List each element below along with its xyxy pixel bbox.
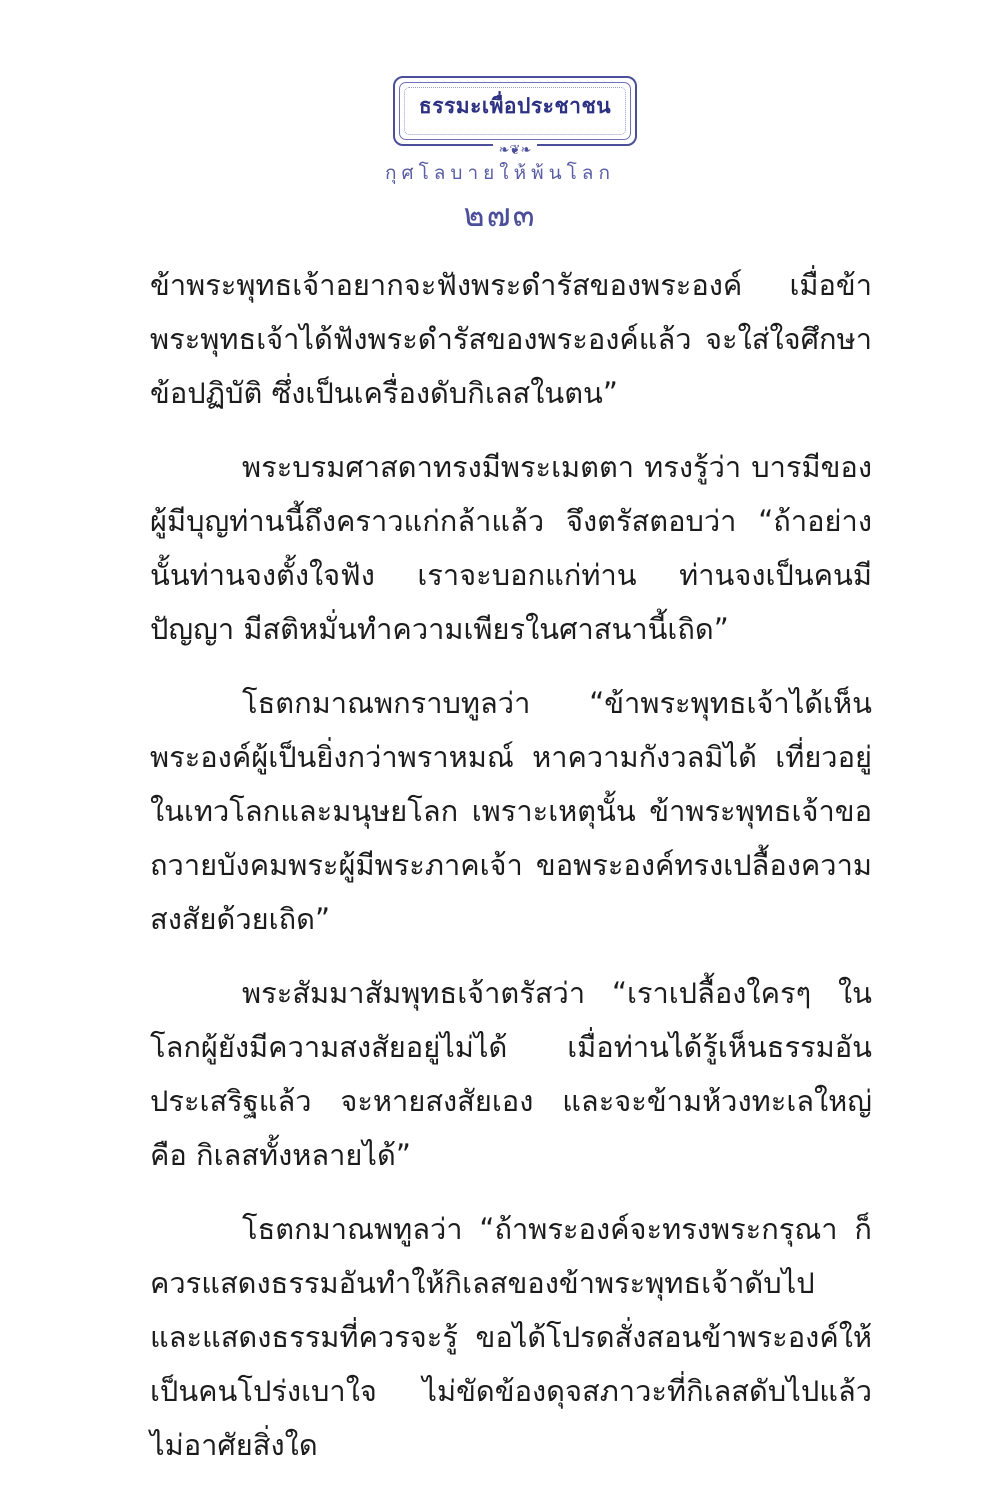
- paragraph: ข้าพระพุทธเจ้าอยากจะฟังพระดำรัสของพระองค์ เมื่อข้าพระพุทธเจ้าได้ฟังพระดำรัสของพระองค์แล้ว จะใส่ใจศึกษาข้อปฏิบัติ ซึ่งเป็นเครื่องดับกิเลสในตน”: [150, 268, 872, 410]
- logo-ornament-glyphs: ❧❦❧: [493, 143, 538, 158]
- paragraph: พระสัมมาสัมพุทธเจ้าตรัสว่า “เราเปลื้องใครๆ ในโลกผู้ยังมีความสงสัยอยู่ไม่ได้ เมื่อท่านได้รู้เห็นธรรมอันประเสริฐแล้ว จะหายสงสัยเอง และจะข้ามห้วงทะเลใหญ่ คือ กิเลสทั้งหลายได้”: [150, 976, 872, 1172]
- series-logo: [393, 76, 637, 158]
- paragraph: พระบรมศาสดาทรงมีพระเมตตา ทรงรู้ว่า บารมีของผู้มีบุญท่านนี้ถึงคราวแก่กล้าแล้ว จึงตรัสตอบว่า “ถ้าอย่างนั้นท่านจงตั้งใจฟัง เราจะบอกแก่ท่าน ท่านจงเป็นคนมีปัญญา มีสติหมั่นทำความเพียรในศาสนานี้เถิด”: [150, 450, 872, 646]
- page-body: [150, 258, 872, 1492]
- logo-text: ธรรมะเพื่อประชาชน: [418, 94, 612, 118]
- running-title: กุศโลบายให้พ้นโลก: [385, 162, 615, 184]
- paragraph: โธตกมาณพทูลว่า “ถ้าพระองค์จะทรงพระกรุณา ก็ควรแสดงธรรมอันทำให้กิเลสของข้าพระพุทธเจ้าดับไป และแสดงธรรมที่ควรจะรู้ ขอได้โปรดสั่งสอนข้าพระองค์ให้เป็นคนโปร่งเบาใจ ไม่ขัดข้องดุจสภาวะที่กิเลสดับไปแล้ว ไม่อาศัยสิ่งใด: [150, 1212, 872, 1462]
- paragraph: โธตกมาณพกราบทูลว่า “ข้าพระพุทธเจ้าได้เห็นพระองค์ผู้เป็นยิ่งกว่าพราหมณ์ หาความกังวลมิได้ เที่ยวอยู่ในเทวโลกและมนุษยโลก เพราะเหตุนั้น ข้าพระพุทธเจ้าขอถวายบังคมพระผู้มีพระภาคเจ้า ขอพระองค์ทรงเปลื้องความสงสัยด้วยเถิด”: [150, 686, 872, 936]
- ornament-icon: [395, 144, 635, 158]
- page-number: ๒๗๓: [463, 196, 537, 234]
- page-header: [0, 0, 1000, 240]
